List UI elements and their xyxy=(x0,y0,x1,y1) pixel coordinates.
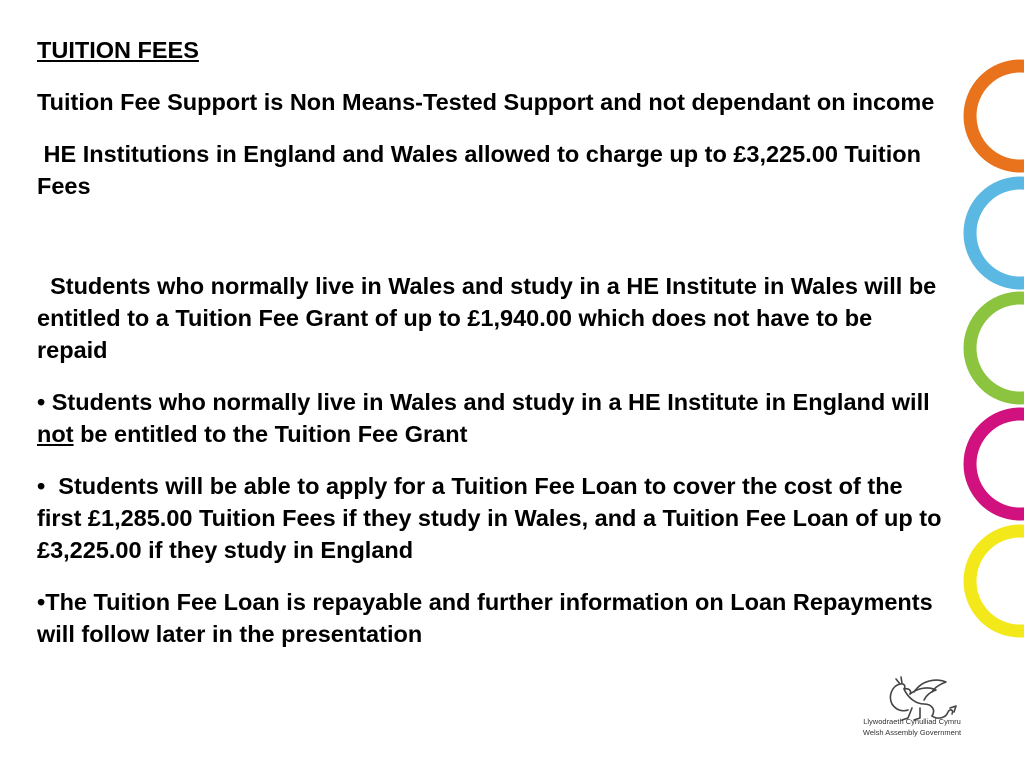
paragraph-fee-loan: • Students will be able to apply for a Tuition Fee Loan to cover the cost of the first £1,285.00 Tuition Fees if they study in Wales, and a Tuition Fee Loan of up to £3,225.00 if they study in England xyxy=(37,473,948,563)
england-text-after: be entitled to the Tuition Fee Grant xyxy=(73,421,468,447)
emphasis-not: not xyxy=(37,421,74,447)
blue-ring xyxy=(970,183,1024,283)
logo-caption-welsh: Llywodraeth Cynulliad Cymru xyxy=(863,717,961,726)
paragraph-fee-cap: HE Institutions in England and Wales allowed to charge up to £3,225.00 Tuition Fees xyxy=(37,141,928,199)
yellow-ring xyxy=(970,531,1024,631)
england-text-before: • Students who normally live in Wales and study in a HE Institute in England will xyxy=(37,389,930,415)
slide-content xyxy=(37,34,948,650)
logo-caption-english: Welsh Assembly Government xyxy=(862,728,962,737)
paragraph-england-no-grant xyxy=(37,386,942,450)
decorative-rings xyxy=(960,0,1024,640)
slide-heading: TUITION FEES xyxy=(37,37,199,63)
green-ring xyxy=(970,298,1024,398)
magenta-ring xyxy=(970,414,1024,514)
orange-ring xyxy=(970,66,1024,166)
paragraph-wales-grant: Students who normally live in Wales and study in a HE Institute in Wales will be entitled to a Tuition Fee Grant of up to £1,940.00 which does not have to be repaid xyxy=(37,273,943,363)
paragraph-loan-repayable: •The Tuition Fee Loan is repayable and further information on Loan Repayments will follow later in the presentation xyxy=(37,589,933,647)
logo-caption xyxy=(858,716,966,738)
paragraph-non-means-tested: Tuition Fee Support is Non Means-Tested Support and not dependant on income xyxy=(37,89,935,115)
